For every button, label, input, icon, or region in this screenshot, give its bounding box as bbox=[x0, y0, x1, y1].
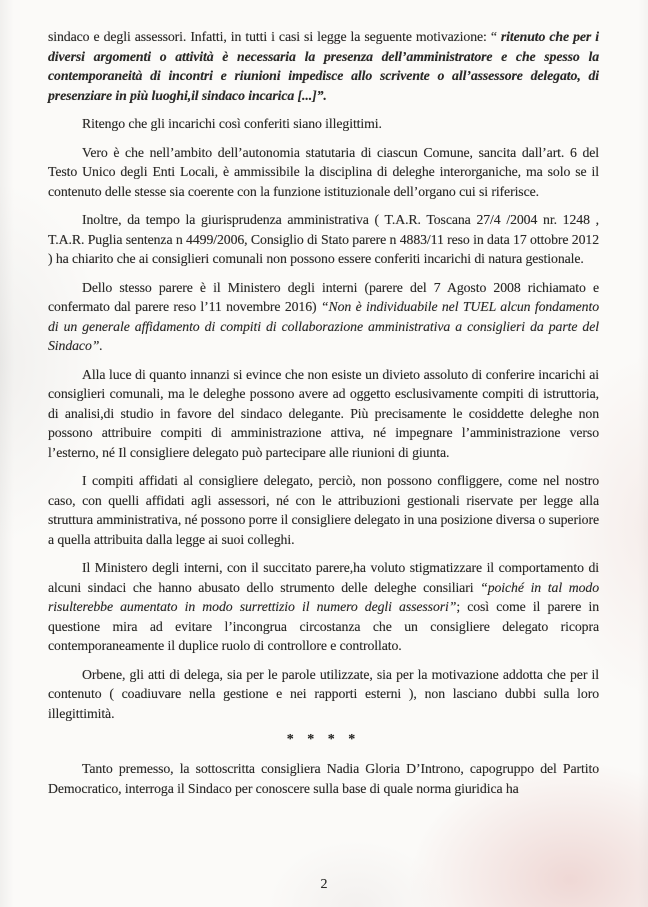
text-run: Vero è che nell’ambito dell’autonomia statutaria di ciascun Comune, sancita dall’art. 6 del Testo Unico degli Enti Locali, è ammissibile la disciplina di deleghe interorganiche, ma solo se il contenuto delle stesse sia coerente con la funzione istituzionale dell’organo cui si riferisce. bbox=[48, 144, 599, 199]
text-run: Alla luce di quanto innanzi si evince che non esiste un divieto assoluto di conferire incarichi ai consiglieri comunali, ma le deleghe possono avere ad oggetto esclusivamente compiti di istruttoria, di analisi,di studio in favore del sindaco delegante. Più precisamente le cosiddette deleghe non possono attribuire compiti di amministrazione attiva, né impegnare l’amministrazione verso l’esterno, né Il consigliere delegato può partecipare alle riunioni di giunta. bbox=[48, 366, 599, 460]
quoted-text-run: “poiché in tal modo risulterebbe aumentato in modo surrettizio il numero degli assessori” bbox=[48, 579, 599, 614]
paragraph bbox=[48, 665, 599, 724]
paragraph bbox=[48, 114, 599, 134]
quoted-text-run: ritenuto che per i diversi argomenti o attività è necessaria la presenza dell’amministratore e che spesso la contemporaneità di incontri e riunioni impedisce allo scrivente o all’assessore delegato, di presenziare in più luoghi,il sindaco incarica [...]”. bbox=[48, 29, 599, 103]
text-run: ; così come il parere in questione mira ad evitare l’incongrua circostanza che un consigliere delegato ricopra contemporaneamente il duplice ruolo di controllore e controllato. bbox=[48, 599, 599, 653]
section-separator: * * * * bbox=[286, 732, 361, 747]
paragraph bbox=[48, 143, 599, 202]
text-run: I compiti affidati al consigliere delegato, perciò, non possono confliggere, come nel nostro caso, con quelli affidati agli assessori, né con le attribuzioni gestionali riservate per legge alla struttura amministrativa, né possono porre il consigliere delegato in una posizione diversa o superiore a quella attribuita dalla legge ai suoi colleghi. bbox=[48, 473, 599, 547]
paragraph bbox=[48, 558, 599, 656]
text-run: Il Ministero degli interni, con il succitato parere,ha voluto stigmatizzare il comportamento di alcuni sindaci che hanno abusato dello strumento delle deleghe consiliari bbox=[48, 560, 599, 595]
paragraph bbox=[48, 759, 599, 798]
quoted-text-run: “Non è individuabile nel TUEL alcun fondamento di un generale affidamento di compiti di collaborazione amministrativa a consiglieri da parte del Sindaco”. bbox=[48, 299, 599, 353]
text-run: Tanto premesso, la sottoscritta consigliera Nadia Gloria D’Introno, capogruppo del Partito Democratico, interroga il Sindaco per conoscere sulla base di quale norma giuridica ha bbox=[48, 761, 599, 796]
paragraph bbox=[48, 365, 599, 463]
page-number: 2 bbox=[320, 877, 328, 892]
paragraph bbox=[48, 27, 599, 105]
text-run: Inoltre, da tempo la giurisprudenza amministrativa ( T.A.R. Toscana 27/4 /2004 nr. 1248 , T.A.R. Puglia sentenza n 4499/2006, Consiglio di Stato parere n 4883/11 reso in data 17 ottobre 2012 ) ha chiarito che ai consiglieri comunali non possono essere conferiti incarichi di natura gestionale. bbox=[48, 212, 599, 266]
text-run: Ritengo che gli incarichi così conferiti siano illegittimi. bbox=[82, 116, 382, 131]
text-run: Orbene, gli atti di delega, sia per le parole utilizzate, sia per la motivazione addotta che per il contenuto ( coadiuvare nella gestione e nei rapporti esterni ), non lasciano dubbi sulla loro illegittimità. bbox=[48, 666, 599, 721]
paragraph bbox=[48, 210, 599, 269]
paragraph bbox=[48, 471, 599, 549]
paragraph bbox=[48, 278, 599, 356]
text-run: Dello stesso parere è il Ministero degli interni (parere del 7 Agosto 2008 richiamato e confermato dal parere reso l’11 novembre 2016) bbox=[48, 279, 599, 314]
document-body bbox=[48, 27, 599, 798]
text-run: sindaco e degli assessori. Infatti, in tutti i casi si legge la seguente motivazione: “ bbox=[48, 29, 501, 44]
